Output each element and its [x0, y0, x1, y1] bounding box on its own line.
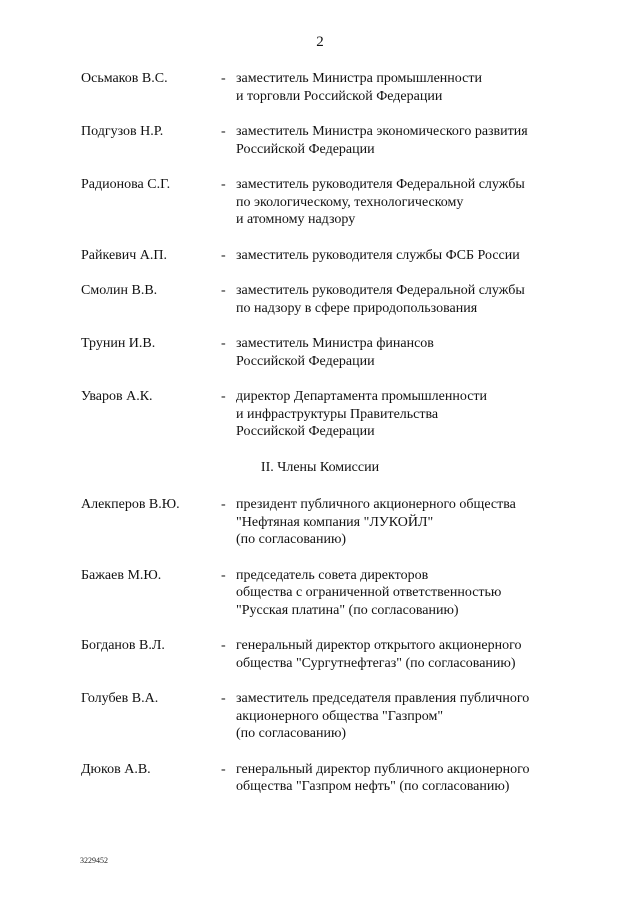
list-item	[0, 123, 640, 158]
list-item	[0, 70, 640, 105]
list-item	[0, 690, 640, 743]
separator-dash: -	[221, 389, 226, 404]
member-position: заместитель руководителя Федеральной службы по надзору в сфере природопользования	[236, 283, 525, 316]
member-position: генеральный директор публичного акционерного общества "Газпром нефть" (по согласованию)	[236, 761, 530, 794]
member-name: Дюков А.В.	[81, 761, 151, 777]
member-name: Алекперов В.Ю.	[81, 497, 180, 512]
list-item	[0, 176, 640, 229]
list-item	[0, 637, 640, 672]
member-position: генеральный директор открытого акционерного общества "Сургутнефтегаз" (по согласованию)	[236, 638, 522, 671]
member-name: Бажаев М.Ю.	[81, 567, 162, 583]
member-position: заместитель Министра промышленности и торговли Российской Федерации	[236, 71, 482, 104]
list-item	[0, 496, 640, 549]
separator-dash: -	[221, 177, 226, 192]
member-name: Подгузов Н.Р.	[81, 124, 164, 139]
member-name: Голубев В.А.	[81, 691, 159, 706]
member-position: председатель совета директоров общества с ограниченной ответственностью "Русская платина" (по согласованию)	[236, 567, 502, 618]
list-item	[0, 761, 640, 796]
member-name: Райкевич А.П.	[81, 247, 168, 263]
member-name: Смолин В.В.	[81, 283, 158, 298]
page-number: 2	[316, 34, 324, 50]
member-position: заместитель Министра финансов Российской Федерации	[236, 336, 434, 369]
member-name: Осьмаков В.С.	[81, 71, 168, 86]
member-name: Радионова С.Г.	[81, 177, 171, 192]
list-item	[0, 335, 640, 370]
member-name: Богданов В.Л.	[81, 638, 165, 653]
separator-dash: -	[221, 247, 226, 263]
section-heading: II. Члены Комиссии	[260, 459, 380, 475]
document-code: 3229452	[80, 856, 108, 865]
separator-dash: -	[221, 638, 226, 653]
separator-dash: -	[221, 497, 226, 512]
member-list	[0, 70, 640, 814]
separator-dash: -	[221, 124, 226, 139]
member-name: Уваров А.К.	[81, 389, 153, 404]
member-position: заместитель руководителя службы ФСБ России	[236, 247, 520, 263]
separator-dash: -	[221, 71, 226, 86]
list-item	[0, 247, 640, 265]
separator-dash: -	[221, 567, 226, 583]
member-position: заместитель Министра экономического развития Российской Федерации	[236, 124, 528, 157]
member-position: президент публичного акционерного общества "Нефтяная компания "ЛУКОЙЛ" (по согласованию)	[236, 497, 516, 547]
member-position: заместитель руководителя Федеральной службы по экологическому, технологическому и атомному надзору	[236, 177, 525, 227]
separator-dash: -	[221, 691, 226, 706]
list-item	[0, 282, 640, 317]
list-item	[0, 388, 640, 441]
separator-dash: -	[221, 283, 226, 298]
member-position: директор Департамента промышленности и инфраструктуры Правительства Российской Федерации	[236, 389, 488, 439]
separator-dash: -	[221, 336, 226, 351]
list-item	[0, 567, 640, 620]
separator-dash: -	[221, 761, 226, 777]
member-position: заместитель председателя правления публичного акционерного общества "Газпром" (по согласованию)	[236, 691, 530, 741]
member-name: Трунин И.В.	[81, 336, 156, 351]
